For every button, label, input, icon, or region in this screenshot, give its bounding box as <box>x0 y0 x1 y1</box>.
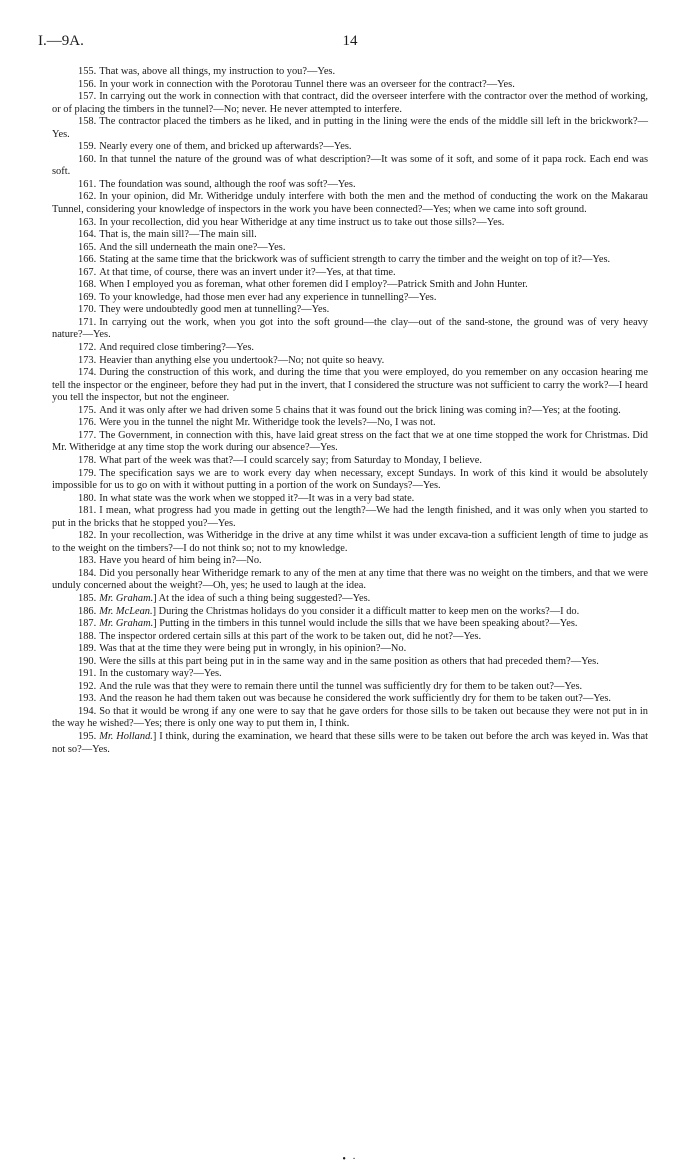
testimony-paragraph <box>52 643 648 656</box>
question-number: 157. <box>78 91 97 103</box>
testimony-paragraph <box>52 141 648 154</box>
testimony-paragraph <box>52 292 648 305</box>
question-answer-text: The Government, in connection with this, have laid great stress on the fact that we at one time stopped the work for Christmas. Did Mr. Witheridge at any time stop the work during our absence?—Yes. <box>52 429 648 454</box>
question-number: 189. <box>78 643 97 655</box>
testimony-paragraph <box>52 555 648 568</box>
question-number: 191. <box>78 668 97 680</box>
question-answer-text: I mean, what progress had you made in getting out the length?—We had the length finished, and it was only when you started to put in the bricks that he stopped you?—Yes. <box>52 505 648 529</box>
testimony-paragraph <box>52 355 648 368</box>
question-number: 159. <box>78 141 97 153</box>
question-answer-text: Have you heard of him being in?—No. <box>99 555 262 567</box>
question-number: 172. <box>78 342 97 354</box>
question-answer-text: Heavier than anything else you undertook?—No; not quite so heavy. <box>99 354 385 366</box>
question-answer-text: And the reason he had them taken out was because he considered the work sufficiently dry for them to be taken out?—Yes. <box>99 693 611 705</box>
testimony-paragraph <box>52 455 648 468</box>
question-number: 160. <box>78 153 97 165</box>
question-number: 177. <box>78 429 97 441</box>
question-answer-text: So that it would be wrong if any one were to say that he gave orders for those sills to be taken out because they were not put in in the way he wished?—Yes; there is only one way to put them in, I think. <box>52 705 648 730</box>
testimony-paragraph: 186. Mr. McLean.] During the Christmas holidays do you consider it a difficult matter to keep men on the works?—I do. <box>78 605 580 617</box>
question-number: 186. <box>78 605 97 617</box>
testimony-paragraph <box>52 342 648 355</box>
testimony-paragraph <box>52 656 648 669</box>
question-answer-text: The contractor placed the timbers as he liked, and in putting in the lining were the ends of the middle sill left in the brickwork?—Yes. <box>52 116 648 140</box>
question-number: 188. <box>78 630 97 642</box>
question-answer-text: In carrying out the work, when you got into the soft ground—the clay—out of the sand-stone, the ground was of very heavy nature?—Yes. <box>52 316 648 341</box>
question-answer-text: Nearly every one of them, and bricked up afterwards?—Yes. <box>99 141 352 153</box>
question-answer-text: When I employed you as foreman, what other foremen did I employ?—Patrick Smith and John Hunter. <box>99 279 528 291</box>
testimony-paragraph <box>52 493 648 506</box>
question-answer-text: In the customary way?—Yes. <box>99 668 222 680</box>
question-number: 155. <box>78 66 97 77</box>
testimony-paragraph <box>52 254 648 267</box>
testimony-paragraph <box>52 693 648 706</box>
question-number: 182. <box>78 530 97 542</box>
question-answer-text: In your recollection, did you hear Witheridge at any time instruct us to take out those sills?—Yes. <box>99 216 505 228</box>
question-number: 175. <box>78 404 97 416</box>
question-number: 184. <box>78 567 97 579</box>
question-answer-text: Did you personally hear Witheridge remark to any of the men at any time that there was no weight on the timbers, and that we were unduly concerned about the weight?—Oh, yes; he used to laugh at the idea. <box>52 567 648 592</box>
testimony-paragraph <box>52 267 648 280</box>
question-number: 190. <box>78 655 97 667</box>
page-number: 14 <box>342 33 358 49</box>
question-answer-text: During the construction of this work, and during the time that you were employed, do you remember on any occasion hearing me tell the inspector or the engineer, before they had put in the invert, that I considered the structure was not sufficient to carry the work?—I heard you tell the inspector, but not the engineer. <box>52 367 648 404</box>
testimony-paragraph <box>52 468 648 493</box>
testimony-paragraph <box>52 91 648 116</box>
question-number: 174. <box>78 367 97 379</box>
question-answer-text: They were undoubtedly good men at tunnelling?—Yes. <box>99 304 330 316</box>
question-number: 178. <box>78 454 97 466</box>
testimony-paragraph <box>52 229 648 242</box>
question-answer-text: And the sill underneath the main one?—Yes. <box>99 241 286 253</box>
question-answer-text: And required close timbering?—Yes. <box>99 342 254 354</box>
question-number: 156. <box>78 78 97 90</box>
question-answer-text: Was that at the time they were being put in wrongly, in his opinion?—No. <box>99 643 407 655</box>
question-answer-text: That is, the main sill?—The main sill. <box>99 229 257 241</box>
testimony-paragraph: 195. Mr. Holland.] I think, during the examination, we heard that these sills were to be taken out before the arch was keyed in. Was that not so?—Yes. <box>52 730 648 755</box>
testimony-paragraph <box>52 568 648 593</box>
footer-printer-mark: • · <box>342 1154 358 1165</box>
question-number: 165. <box>78 241 97 253</box>
question-number: 179. <box>78 467 97 479</box>
testimony-paragraph <box>52 367 648 405</box>
question-number: 194. <box>78 705 97 717</box>
testimony-paragraph <box>52 681 648 694</box>
testimony-paragraph <box>52 66 648 79</box>
question-answer-text: During the Christmas holidays do you consider it a difficult matter to keep men on the works?—I do. <box>158 605 580 617</box>
question-answer-text: In what state was the work when we stopped it?—It was in a very bad state. <box>99 492 415 504</box>
question-number: 181. <box>78 505 97 517</box>
question-number: 173. <box>78 354 97 366</box>
testimony-paragraph: 185. Mr. Graham.] At the idea of such a thing being suggested?—Yes. <box>78 592 371 604</box>
question-number: 167. <box>78 266 97 278</box>
testimony-paragraph: 187. Mr. Graham.] Putting in the timbers in this tunnel would include the sills that we have been speaking about?—Yes. <box>78 618 578 630</box>
question-answer-text: That was, above all things, my instruction to you?—Yes. <box>99 66 336 77</box>
testimony-paragraph <box>52 179 648 192</box>
testimony-paragraph <box>52 505 648 530</box>
question-number: 195. <box>78 730 97 742</box>
testimony-paragraph <box>52 242 648 255</box>
question-answer-text: At the idea of such a thing being suggested?—Yes. <box>158 592 371 604</box>
testimony-paragraph <box>52 116 648 141</box>
question-number: 171. <box>78 316 97 328</box>
testimony-paragraph <box>52 668 648 681</box>
testimony-paragraph <box>52 317 648 342</box>
question-number: 164. <box>78 229 97 241</box>
testimony-paragraph <box>52 304 648 317</box>
question-answer-text: Stating at the same time that the brickwork was of sufficient strength to carry the timber and the weight on top of it?—Yes. <box>99 254 611 266</box>
question-answer-text: In your opinion, did Mr. Witheridge unduly interfere with both the men and the method of conducting the work on the Makarau Tunnel, considering your knowledge of inspectors in the work you have been connected?—Yes; when we came into soft ground. <box>52 191 648 216</box>
question-answer-text: In carrying out the work in connection with that contract, did the overseer interfere with the contractor over the method of working, or of placing the timbers in the tunnel?—No; never. He never attempted to interfere. <box>52 91 648 115</box>
question-answer-text: At that time, of course, there was an invert under it?—Yes, at that time. <box>99 266 396 278</box>
question-answer-text: And the rule was that they were to remain there until the tunnel was sufficiently dry for them to be taken out?—Yes. <box>99 680 583 692</box>
question-answer-text: The inspector ordered certain sills at this part of the work to be taken out, did he not?—Yes. <box>99 630 482 642</box>
question-answer-text: To your knowledge, had those men ever had any experience in tunnelling?—Yes. <box>99 291 437 303</box>
page-header <box>38 33 662 53</box>
testimony-paragraph <box>52 79 648 92</box>
speaker-name: Mr. Graham. <box>99 592 154 604</box>
question-answer-text: The specification says we are to work every day when necessary, except Sundays. In work of this kind it would be absolutely impossible for us to go on with it without putting in a portion of the work on Sundays?—Yes. <box>52 467 648 492</box>
question-number: 158. <box>78 116 97 128</box>
testimony-paragraph <box>52 530 648 555</box>
question-answer-text: What part of the week was that?—I could scarcely say; from Saturday to Monday, I believe. <box>99 454 482 466</box>
question-number: 192. <box>78 680 97 692</box>
document-reference: I.—9A. <box>38 33 84 49</box>
question-number: 176. <box>78 417 97 429</box>
testimony-paragraph <box>52 631 648 644</box>
question-answer-text: Were the sills at this part being put in in the same way and in the same position as others that had preceded them?—Yes. <box>99 655 599 667</box>
testimony-paragraph <box>52 217 648 230</box>
testimony-paragraph <box>52 405 648 418</box>
question-answer-text: In your work in connection with the Porotorau Tunnel there was an overseer for the contract?—Yes. <box>99 78 515 90</box>
testimony-paragraph <box>52 417 648 430</box>
question-answer-text: Were you in the tunnel the night Mr. Witheridge took the levels?—No, I was not. <box>99 417 436 429</box>
testimony-paragraph <box>52 154 648 179</box>
question-number: 161. <box>78 178 97 190</box>
question-number: 180. <box>78 492 97 504</box>
question-number: 185. <box>78 592 97 604</box>
speaker-name: Mr. Graham. <box>99 618 154 630</box>
question-number: 162. <box>78 191 97 203</box>
question-answer-text: The foundation was sound, although the roof was soft?—Yes. <box>99 178 356 190</box>
question-number: 170. <box>78 304 97 316</box>
question-number: 193. <box>78 693 97 705</box>
speaker-name: Mr. Holland. <box>99 730 153 742</box>
testimony-paragraph <box>52 706 648 731</box>
question-number: 183. <box>78 555 97 567</box>
testimony-paragraph <box>52 191 648 216</box>
testimony-paragraph <box>52 430 648 455</box>
question-answer-text: And it was only after we had driven some 5 chains that it was found out the brick lining was coming in?—Yes; at the footing. <box>99 404 621 416</box>
question-number: 187. <box>78 618 97 630</box>
question-number: 166. <box>78 254 97 266</box>
testimony-body <box>52 66 648 756</box>
testimony-paragraph <box>52 279 648 292</box>
question-answer-text: In that tunnel the nature of the ground was of what description?—It was some of it soft, and some of it papa rock. Each end was soft. <box>52 153 648 178</box>
question-answer-text: In your recollection, was Witheridge in the drive at any time whilst it was under excava-tion a sufficient length of time to judge as to the weight on the timbers?—I do not think so; not to my knowledge. <box>52 530 648 554</box>
speaker-name: Mr. McLean. <box>99 605 153 617</box>
question-number: 168. <box>78 279 97 291</box>
question-answer-text: I think, during the examination, we heard that these sills were to be taken out before the arch was keyed in. Was that not so?—Yes. <box>52 730 648 755</box>
question-answer-text: Putting in the timbers in this tunnel would include the sills that we have been speaking about?—Yes. <box>159 618 578 630</box>
question-number: 163. <box>78 216 97 228</box>
question-number: 169. <box>78 291 97 303</box>
